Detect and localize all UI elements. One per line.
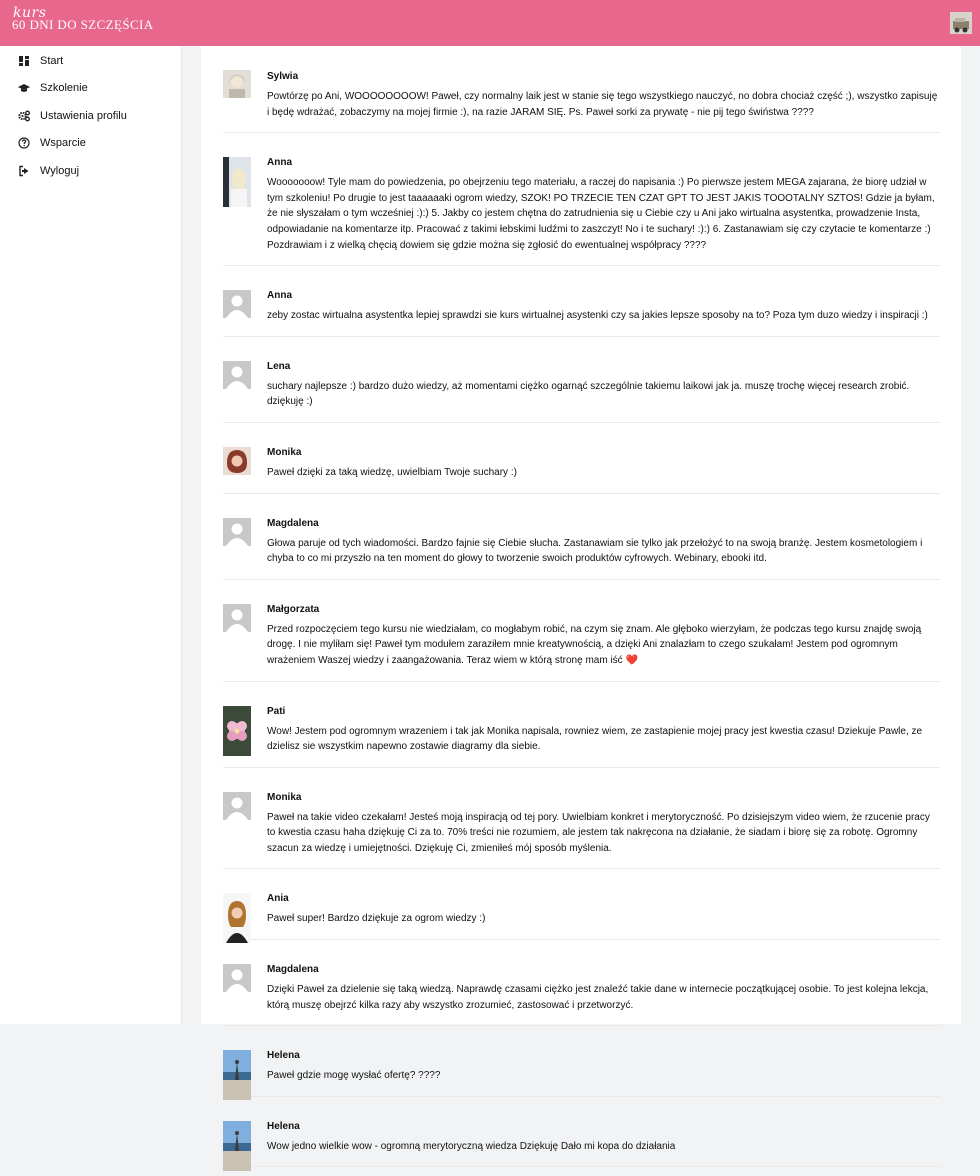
avatar bbox=[223, 604, 251, 632]
avatar bbox=[223, 447, 251, 475]
sidebar-item-label: Start bbox=[40, 54, 64, 67]
comment-text: Wow! Jestem pod ogromnym wrazeniem i tak jak Monika napisala, rowniez wiem, ze zastapienie mojej pracy jest kwestia czasu! Dziekuje Pawle, ze dzielisz sie wszystkim napewno zostawie diagramy dla siebie. bbox=[267, 725, 923, 753]
dashboard-icon bbox=[17, 54, 31, 68]
comment bbox=[223, 337, 940, 423]
comment bbox=[223, 1097, 940, 1168]
comment bbox=[223, 869, 940, 940]
user-avatar[interactable] bbox=[950, 12, 972, 34]
comment-author: Małgorzata bbox=[267, 603, 320, 615]
avatar bbox=[223, 290, 251, 318]
comment bbox=[223, 266, 940, 337]
question-circle-icon bbox=[17, 136, 31, 150]
sidebar-item-wyloguj[interactable] bbox=[0, 157, 181, 185]
comment-author: Ania bbox=[267, 893, 289, 905]
comment-text: Paweł na takie video czekałam! Jesteś moją inspiracją od tej pory. Uwielbiam konkret i merytoryczność. Po dzisiejszym video wiem, że rzucenie pracy to kwestia czasu haha dziękuję Ci za to. 70% treści nie rozumiem, ale jestem tak nakręcona na działanie, że siadam i biorę się za robotę. Ogromny szacun za wiedzę i umiejętności. Dziękuję Ci, zmieniłeś mój sposób myślenia. bbox=[267, 811, 930, 854]
comment-text: Powtórzę po Ani, WOOOOOOOOW! Paweł, czy normalny laik jest w stanie się tego wszystkiego nauczyć, no dobra chociaż część ;), wszystko zapisuję i będę wdrażać, zobaczymy na mojej firmie :), na razie JARAM SIĘ. Ps. Paweł sorki za prywatę - nie pij tego świństwa ???? bbox=[267, 91, 938, 118]
avatar bbox=[223, 706, 251, 756]
avatar bbox=[223, 964, 251, 992]
comment-text: Głowa paruje od tych wiadomości. Bardzo fajnie się Ciebie słucha. Zastanawiam sie tylko jak przełożyć to na swoją branżę. Jestem kosmetologiem i chyba to co mi przyszło na ten moment do głowy to tworzenie swoich produktów cyfrowych. Webinary, ebooki itd. bbox=[267, 537, 923, 565]
comment bbox=[223, 423, 940, 494]
avatar bbox=[223, 1121, 251, 1171]
comment bbox=[223, 46, 940, 133]
comment bbox=[223, 1026, 940, 1097]
comment-author: Anna bbox=[267, 157, 292, 169]
avatar bbox=[223, 70, 251, 98]
sidebar-item-start[interactable] bbox=[0, 47, 181, 75]
brand-logo-name: 60 DNI DO SZCZĘŚCIA bbox=[12, 17, 154, 32]
comment bbox=[223, 580, 940, 682]
comment bbox=[223, 682, 940, 768]
sidebar-item-wsparcie[interactable] bbox=[0, 130, 181, 158]
sign-out-icon bbox=[17, 164, 31, 178]
comment-author: Lena bbox=[267, 360, 291, 372]
comment-text: Paweł gdzie mogę wysłać ofertę? ???? bbox=[267, 1070, 441, 1082]
comment-author: Anna bbox=[267, 290, 292, 302]
sidebar-item-ustawienia-profilu[interactable] bbox=[0, 102, 181, 130]
comment bbox=[223, 768, 940, 870]
comment-author: Monika bbox=[267, 446, 302, 458]
sidebar-item-label: Wyloguj bbox=[40, 164, 80, 177]
comment bbox=[223, 494, 940, 580]
comment-author: Magdalena bbox=[267, 964, 319, 976]
sidebar-item-label: Ustawienia profilu bbox=[40, 109, 127, 122]
comment-author: Magdalena bbox=[267, 517, 319, 529]
comment-author: Helena bbox=[267, 1050, 300, 1062]
comment-text: Paweł super! Bardzo dziękuje za ogrom wiedzy :) bbox=[267, 913, 486, 925]
comments-panel bbox=[201, 46, 961, 1152]
avatar bbox=[223, 893, 251, 943]
avatar bbox=[223, 518, 251, 546]
comment-text: Paweł dzięki za taką wiedzę, uwielbiam Twoje suchary :) bbox=[267, 466, 517, 478]
comment-text: Przed rozpoczęciem tego kursu nie wiedziałam, co mogłabym robić, na czym się znam. Ale głęboko wierzyłam, że podczas tego kursu znajdę swoją drogę. I nie myliłam się! Paweł tym modułem zaraziłem mnie kreatywnością, a dzięki Ani znalazłam to czego szukałam! Jestem pod ogromnym wrażeniem Waszej wiedzy i zaangażowania. Teraz wiem w którą stronę mam iść ❤️ bbox=[267, 623, 922, 666]
comment-author: Monika bbox=[267, 791, 302, 803]
comment-text: Dzięki Paweł za dzielenie się taką wiedzą. Naprawdę czasami ciężko jest znaleźć takie dane w internecie początkującej osobie. To jest kolejna lekcja, którą muszę obejrzć kilka razy aby wszystko zrozumieć, zastosować i przetworzyć. bbox=[267, 984, 929, 1011]
sidebar bbox=[0, 46, 182, 1024]
comment-text: suchary najlepsze :) bardzo dużo wiedzy, aż momentami ciężko ogarnąć szczególnie takiemu laikowi jak ja. muszę trochę więcej research zrobić. dziękuję :) bbox=[267, 380, 910, 408]
comment bbox=[223, 940, 940, 1026]
comment-author: Sylwia bbox=[267, 71, 299, 82]
gears-icon bbox=[17, 109, 31, 123]
comment bbox=[223, 133, 940, 266]
avatar bbox=[223, 792, 251, 820]
sidebar-item-szkolenie[interactable] bbox=[0, 75, 181, 103]
sidebar-item-label: Szkolenie bbox=[40, 82, 88, 95]
brand-logo-script: kurs bbox=[13, 5, 47, 21]
avatar bbox=[223, 157, 251, 207]
sidebar-item-label: Wsparcie bbox=[40, 137, 86, 150]
avatar bbox=[223, 1050, 251, 1100]
brand-logo[interactable] bbox=[12, 6, 154, 31]
comment-text: Wow jedno wielkie wow - ogromną merytoryczną wiedza Dziękuję Dało mi kopa do działania bbox=[267, 1140, 676, 1152]
graduation-cap-icon bbox=[17, 81, 31, 95]
comment-text: zeby zostac wirtualna asystentka lepiej sprawdzi sie kurs wirtualnej asystenki czy sa jakies lepsze sposoby na to? Poza tym duzo wiedzy i inspiracji :) bbox=[267, 310, 928, 322]
comment-text: Wooooooow! Tyle mam do powiedzenia, po obejrzeniu tego materiału, a raczej do napisania :) Po pierwsze jestem MEGA zajarana, że biorę udział w tym szkoleniu! Po drugie to jest taaaaaaki ogrom wiedzy, SZOK! PO TRZECIE TEN CZAT GPT TO JEST JAKIS TOOOTALNY SZTOS! Gdzie ja byłam, że nie słyszałam o tym wcześniej :):) 5. Jakby co jestem chętna do zatrudnienia się u Ciebie czy u Ani jako wirtualna asystentka, prowadzenie Insta, odpowiadanie na komentarze itp. Pracować z takimi łebskimi ludźmi to zaszczyt! No i te suchary! :):) 6. Zastanawiam się czy czytacie te komentarze :) Pozdrawiam i z wielką chęcią dowiem się gdzie można się zgłosić do ewentualnej współpracy ???? bbox=[267, 177, 935, 251]
top-bar bbox=[0, 0, 980, 46]
comment-author: Helena bbox=[267, 1120, 300, 1132]
avatar bbox=[223, 361, 251, 389]
comment-author: Pati bbox=[267, 705, 286, 717]
